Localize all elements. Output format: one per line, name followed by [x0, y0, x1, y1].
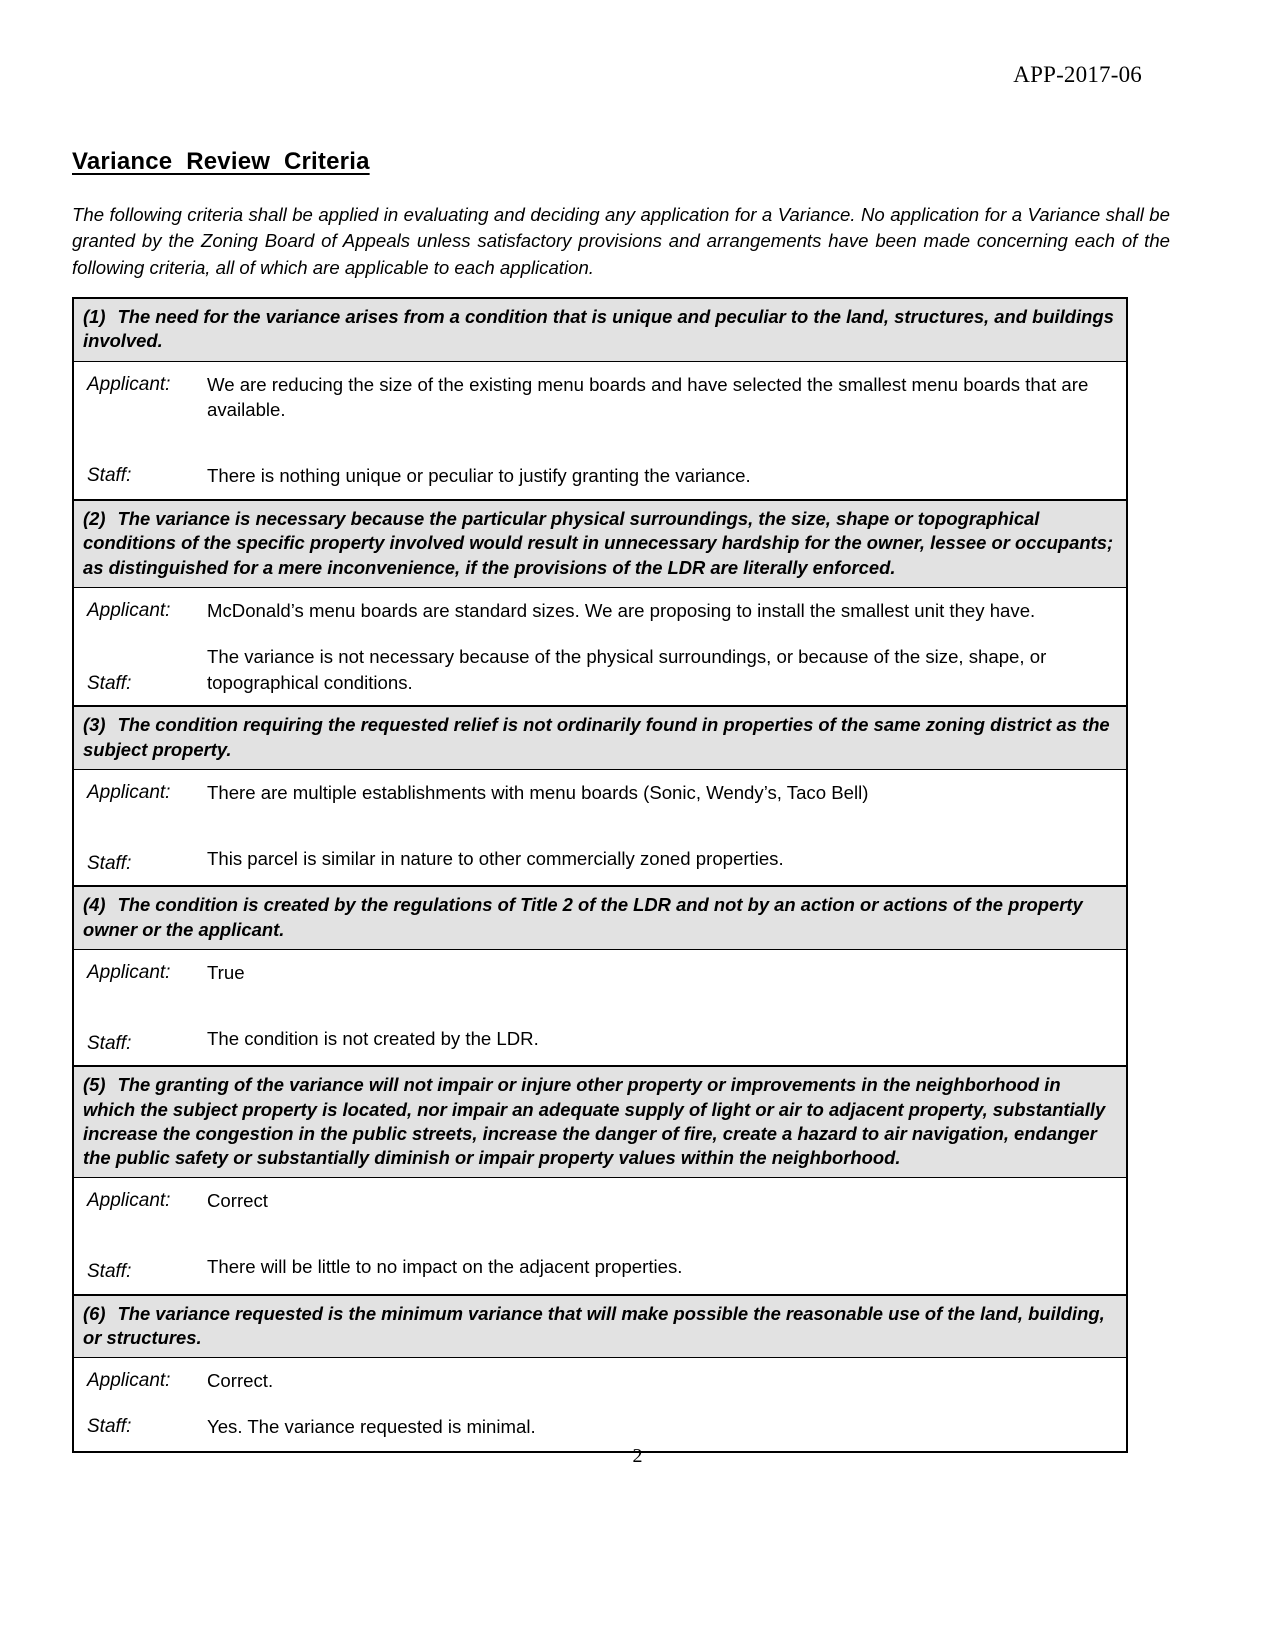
applicant-row-2	[74, 588, 1126, 634]
staff-response-2: The variance is not necessary because of the physical surroundings, or because of the size, shape, or topographical conditions.	[207, 646, 1047, 693]
staff-row-6	[74, 1404, 1126, 1450]
criteria-number-5: (5)	[83, 1074, 106, 1096]
intro-paragraph: The following criteria shall be applied in evaluating and deciding any application for a Variance. No application for a Variance shall be granted by the Zoning Board of Appeals unless satisfactory provisions and arrangements have been made concerning each of the following criteria, all of which are applicable to each application.	[72, 204, 1170, 278]
criteria-block-4	[74, 887, 1126, 1067]
applicant-label: Applicant:	[87, 1370, 171, 1392]
criteria-text-4: The condition is created by the regulations of Title 2 of the LDR and not by an action or actions of the property owner or the applicant.	[83, 894, 1083, 940]
criteria-number-3: (3)	[83, 714, 106, 736]
staff-row-1	[74, 453, 1126, 499]
criteria-text-1: The need for the variance arises from a condition that is unique and peculiar to the land, structures, and buildings involved.	[83, 306, 1114, 352]
staff-label: Staff:	[87, 853, 132, 875]
applicant-response-5: Correct	[207, 1190, 268, 1212]
staff-response-6: Yes. The variance requested is minimal.	[207, 1416, 536, 1438]
case-number-header: APP-2017-06	[1013, 62, 1142, 87]
applicant-label: Applicant:	[87, 599, 171, 621]
applicant-label: Applicant:	[87, 1190, 171, 1212]
staff-label: Staff:	[87, 673, 132, 695]
applicant-response-2: McDonald’s menu boards are standard sizes. We are proposing to install the smallest unit they have.	[207, 599, 1036, 621]
applicant-response-1: We are reducing the size of the existing menu boards and have selected the smallest menu boards that are available.	[207, 373, 1089, 421]
page-number: 2	[632, 1445, 643, 1467]
criteria-number-4: (4)	[83, 894, 106, 916]
criteria-text-3: The condition requiring the requested relief is not ordinarily found in properties of the same zoning district as the subject property.	[83, 714, 1110, 760]
criteria-text-2: The variance is necessary because the particular physical surroundings, the size, shape or topographical conditions of the specific property involved would result in unnecessary hardship for the owner, lessee or occupants; as distinguished for a mere inconvenience, if the provisions of the LDR are literally enforced.	[83, 508, 1114, 578]
criteria-header-1	[74, 299, 1126, 362]
criteria-block-1	[74, 299, 1126, 501]
staff-label: Staff:	[87, 1033, 132, 1054]
criteria-block-5	[74, 1067, 1126, 1295]
criteria-block-6	[74, 1296, 1126, 1451]
staff-label: Staff:	[87, 464, 132, 486]
page-title: Variance Review Criteria	[72, 148, 370, 175]
criteria-header-5	[74, 1067, 1126, 1178]
staff-row-4	[74, 1016, 1126, 1066]
staff-response-5: There will be little to no impact on the adjacent properties.	[207, 1256, 683, 1277]
staff-row-3	[74, 836, 1126, 886]
applicant-response-3: There are multiple establishments with menu boards (Sonic, Wendy’s, Taco Bell)	[207, 782, 869, 804]
criteria-number-6: (6)	[83, 1302, 106, 1324]
criteria-table	[72, 297, 1128, 1453]
applicant-row-4	[74, 950, 1126, 1016]
criteria-text-5: The granting of the variance will not impair or injure other property or improvements in the neighborhood in which the subject property is located, nor impair an adequate supply of light or air to adjacent property, substantially increase the congestion in the public streets, increase the danger of fire, create a hazard to air navigation, endanger the public safety or substantially diminish or impair property values within the neighborhood.	[83, 1074, 1106, 1169]
applicant-row-1	[74, 362, 1126, 453]
staff-response-4: The condition is not created by the LDR.	[207, 1027, 539, 1049]
applicant-row-6	[74, 1358, 1126, 1404]
applicant-response-6: Correct.	[207, 1370, 274, 1392]
criteria-header-4	[74, 887, 1126, 950]
criteria-block-2	[74, 501, 1126, 707]
staff-row-5	[74, 1244, 1126, 1294]
criteria-header-2	[74, 501, 1126, 588]
staff-label: Staff:	[87, 1261, 132, 1283]
criteria-number-1: (1)	[83, 306, 106, 327]
applicant-label: Applicant:	[87, 782, 171, 804]
criteria-number-2: (2)	[83, 508, 106, 530]
staff-row-2	[74, 634, 1126, 705]
applicant-label: Applicant:	[87, 961, 171, 983]
criteria-text-6: The variance requested is the minimum variance that will make possible the reasonable use of the land, building, or structures.	[83, 1302, 1105, 1348]
applicant-row-5	[74, 1178, 1126, 1244]
applicant-label: Applicant:	[87, 373, 171, 395]
applicant-response-4: True	[207, 961, 245, 983]
staff-label: Staff:	[87, 1416, 132, 1438]
criteria-block-3	[74, 707, 1126, 887]
criteria-header-3	[74, 707, 1126, 770]
applicant-row-3	[74, 770, 1126, 836]
staff-response-1: There is nothing unique or peculiar to justify granting the variance.	[207, 464, 751, 486]
criteria-header-6	[74, 1296, 1126, 1359]
staff-response-3: This parcel is similar in nature to other commercially zoned properties.	[207, 847, 784, 869]
